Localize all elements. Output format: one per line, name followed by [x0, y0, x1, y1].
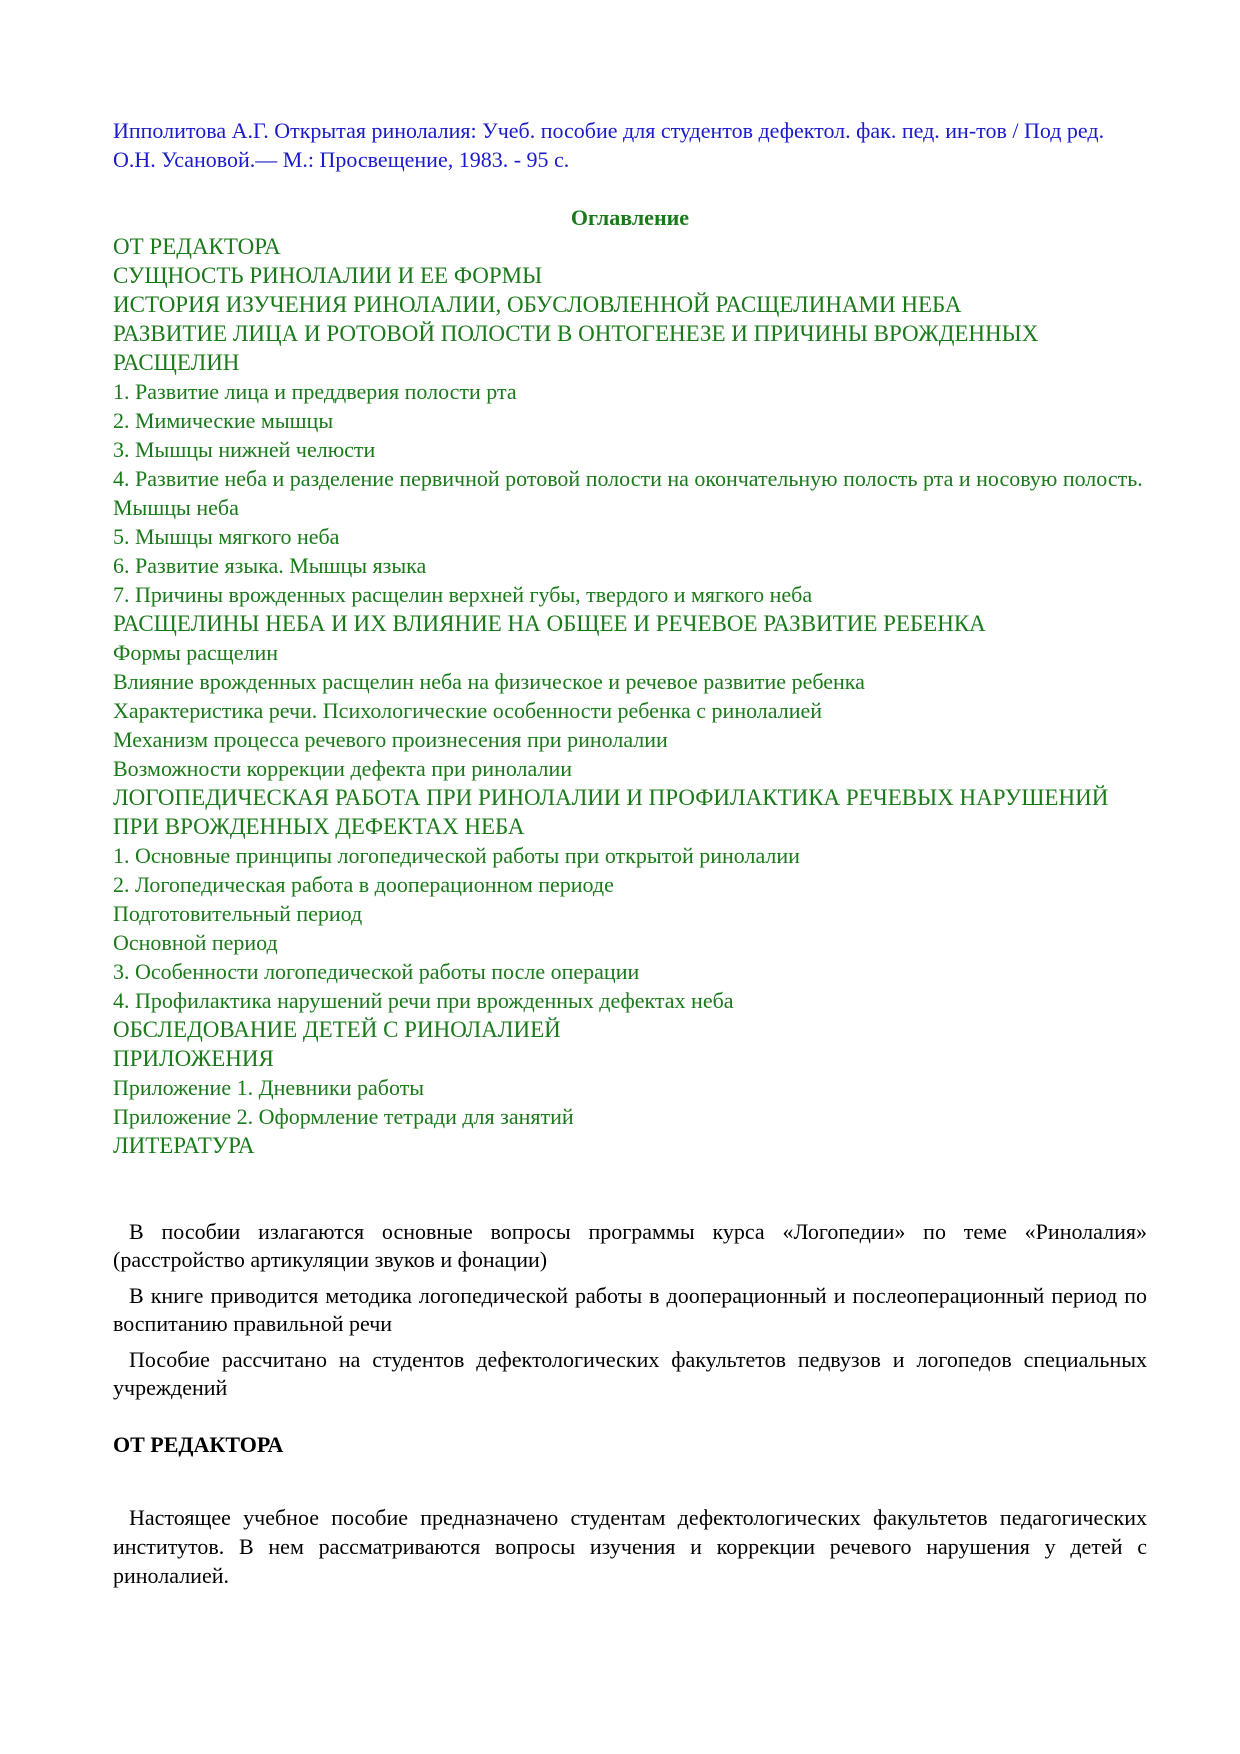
abstract-paragraph: В пособии излагаются основные вопросы программы курса «Логопедии» по теме «Ринолалия» (расстройство артикуляции звуков и фонации) — [113, 1219, 1147, 1272]
toc-item[interactable]: 1. Развитие лица и преддверия полости рта — [113, 379, 517, 404]
toc-item[interactable]: ИСТОРИЯ ИЗУЧЕНИЯ РИНОЛАЛИИ, ОБУСЛОВЛЕННОЙ РАСЩЕЛИНАМИ НЕБА — [113, 292, 962, 317]
abstract — [113, 1218, 1147, 1402]
toc-item[interactable]: Влияние врожденных расщелин неба на физическое и речевое развитие ребенка — [113, 669, 865, 694]
toc-item[interactable]: Подготовительный период — [113, 901, 363, 926]
toc-heading: Оглавление — [570, 205, 690, 230]
toc-item[interactable]: 6. Развитие языка. Мышцы языка — [113, 553, 427, 578]
toc-item[interactable]: 1. Основные принципы логопедической работы при открытой ринолалии — [113, 843, 800, 868]
toc-item[interactable]: 7. Причины врожденных расщелин верхней губы, твердого и мягкого неба — [113, 582, 813, 607]
toc-item[interactable]: РАЗВИТИЕ ЛИЦА И РОТОВОЙ ПОЛОСТИ В ОНТОГЕНЕЗЕ И ПРИЧИНЫ ВРОЖДЕННЫХ РАСЩЕЛИН — [113, 321, 1039, 375]
toc-item[interactable]: 3. Мышцы нижней челюсти — [113, 437, 376, 462]
toc-item[interactable]: Приложение 1. Дневники работы — [113, 1075, 425, 1100]
toc-item[interactable]: ЛИТЕРАТУРА — [113, 1133, 255, 1158]
toc-item[interactable]: 3. Особенности логопедической работы после операции — [113, 959, 640, 984]
toc-item[interactable]: Характеристика речи. Психологические особенности ребенка с ринолалией — [113, 698, 823, 723]
document-page — [113, 116, 1147, 1612]
toc-item[interactable]: ОТ РЕДАКТОРА — [113, 234, 281, 259]
toc-item[interactable]: СУЩНОСТЬ РИНОЛАЛИИ И ЕЕ ФОРМЫ — [113, 263, 543, 288]
abstract-paragraph: Пособие рассчитано на студентов дефектологических факультетов педвузов и логопедов специальных учреждений — [113, 1347, 1147, 1400]
toc-item[interactable]: Механизм процесса речевого произнесения при ринолалии — [113, 727, 668, 752]
toc-item[interactable]: Основной период — [113, 930, 278, 955]
toc-item[interactable]: Формы расщелин — [113, 640, 279, 665]
toc-item[interactable]: 4. Развитие неба и разделение первичной ротовой полости на окончательную полость рта и носовую полость. Мышцы неба — [113, 466, 1143, 520]
toc-item[interactable]: Возможности коррекции дефекта при ринолалии — [113, 756, 573, 781]
section-title-editor: ОТ РЕДАКТОРА — [113, 1432, 284, 1457]
abstract-paragraph: В книге приводится методика логопедической работы в дооперационный и послеоперационный период по воспитанию правильной речи — [113, 1283, 1147, 1336]
toc-item[interactable]: 2. Мимические мышцы — [113, 408, 334, 433]
editor-paragraph: Настоящее учебное пособие предназначено студентам дефектологических факультетов педагогических институтов. В нем рассматриваются вопросы изучения и коррекции речевого нарушения у детей с ринолалией. — [113, 1505, 1147, 1588]
toc-item[interactable]: ЛОГОПЕДИЧЕСКАЯ РАБОТА ПРИ РИНОЛАЛИИ И ПРОФИЛАКТИКА РЕЧЕВЫХ НАРУШЕНИЙ ПРИ ВРОЖДЕННЫХ ДЕФЕКТАХ НЕБА — [113, 785, 1109, 839]
toc-item[interactable]: 5. Мышцы мягкого неба — [113, 524, 340, 549]
toc-item[interactable]: 4. Профилактика нарушений речи при врожденных дефектах неба — [113, 988, 734, 1013]
citation: Ипполитова А.Г. Открытая ринолалия: Учеб. пособие для студентов дефектол. фак. пед. ин-тов / Под ред. О.Н. Усановой.— М.: Просвещение, 1983. - 95 с. — [113, 118, 1105, 172]
toc-item[interactable]: ПРИЛОЖЕНИЯ — [113, 1046, 274, 1071]
toc-item[interactable]: 2. Логопедическая работа в дооперационном периоде — [113, 872, 614, 897]
toc-item[interactable]: ОБСЛЕДОВАНИЕ ДЕТЕЙ С РИНОЛАЛИЕЙ — [113, 1017, 561, 1042]
toc-item[interactable]: РАСЩЕЛИНЫ НЕБА И ИХ ВЛИЯНИЕ НА ОБЩЕЕ И РЕЧЕВОЕ РАЗВИТИЕ РЕБЕНКА — [113, 611, 986, 636]
toc-list — [113, 232, 1147, 1160]
toc-item[interactable]: Приложение 2. Оформление тетради для занятий — [113, 1104, 574, 1129]
